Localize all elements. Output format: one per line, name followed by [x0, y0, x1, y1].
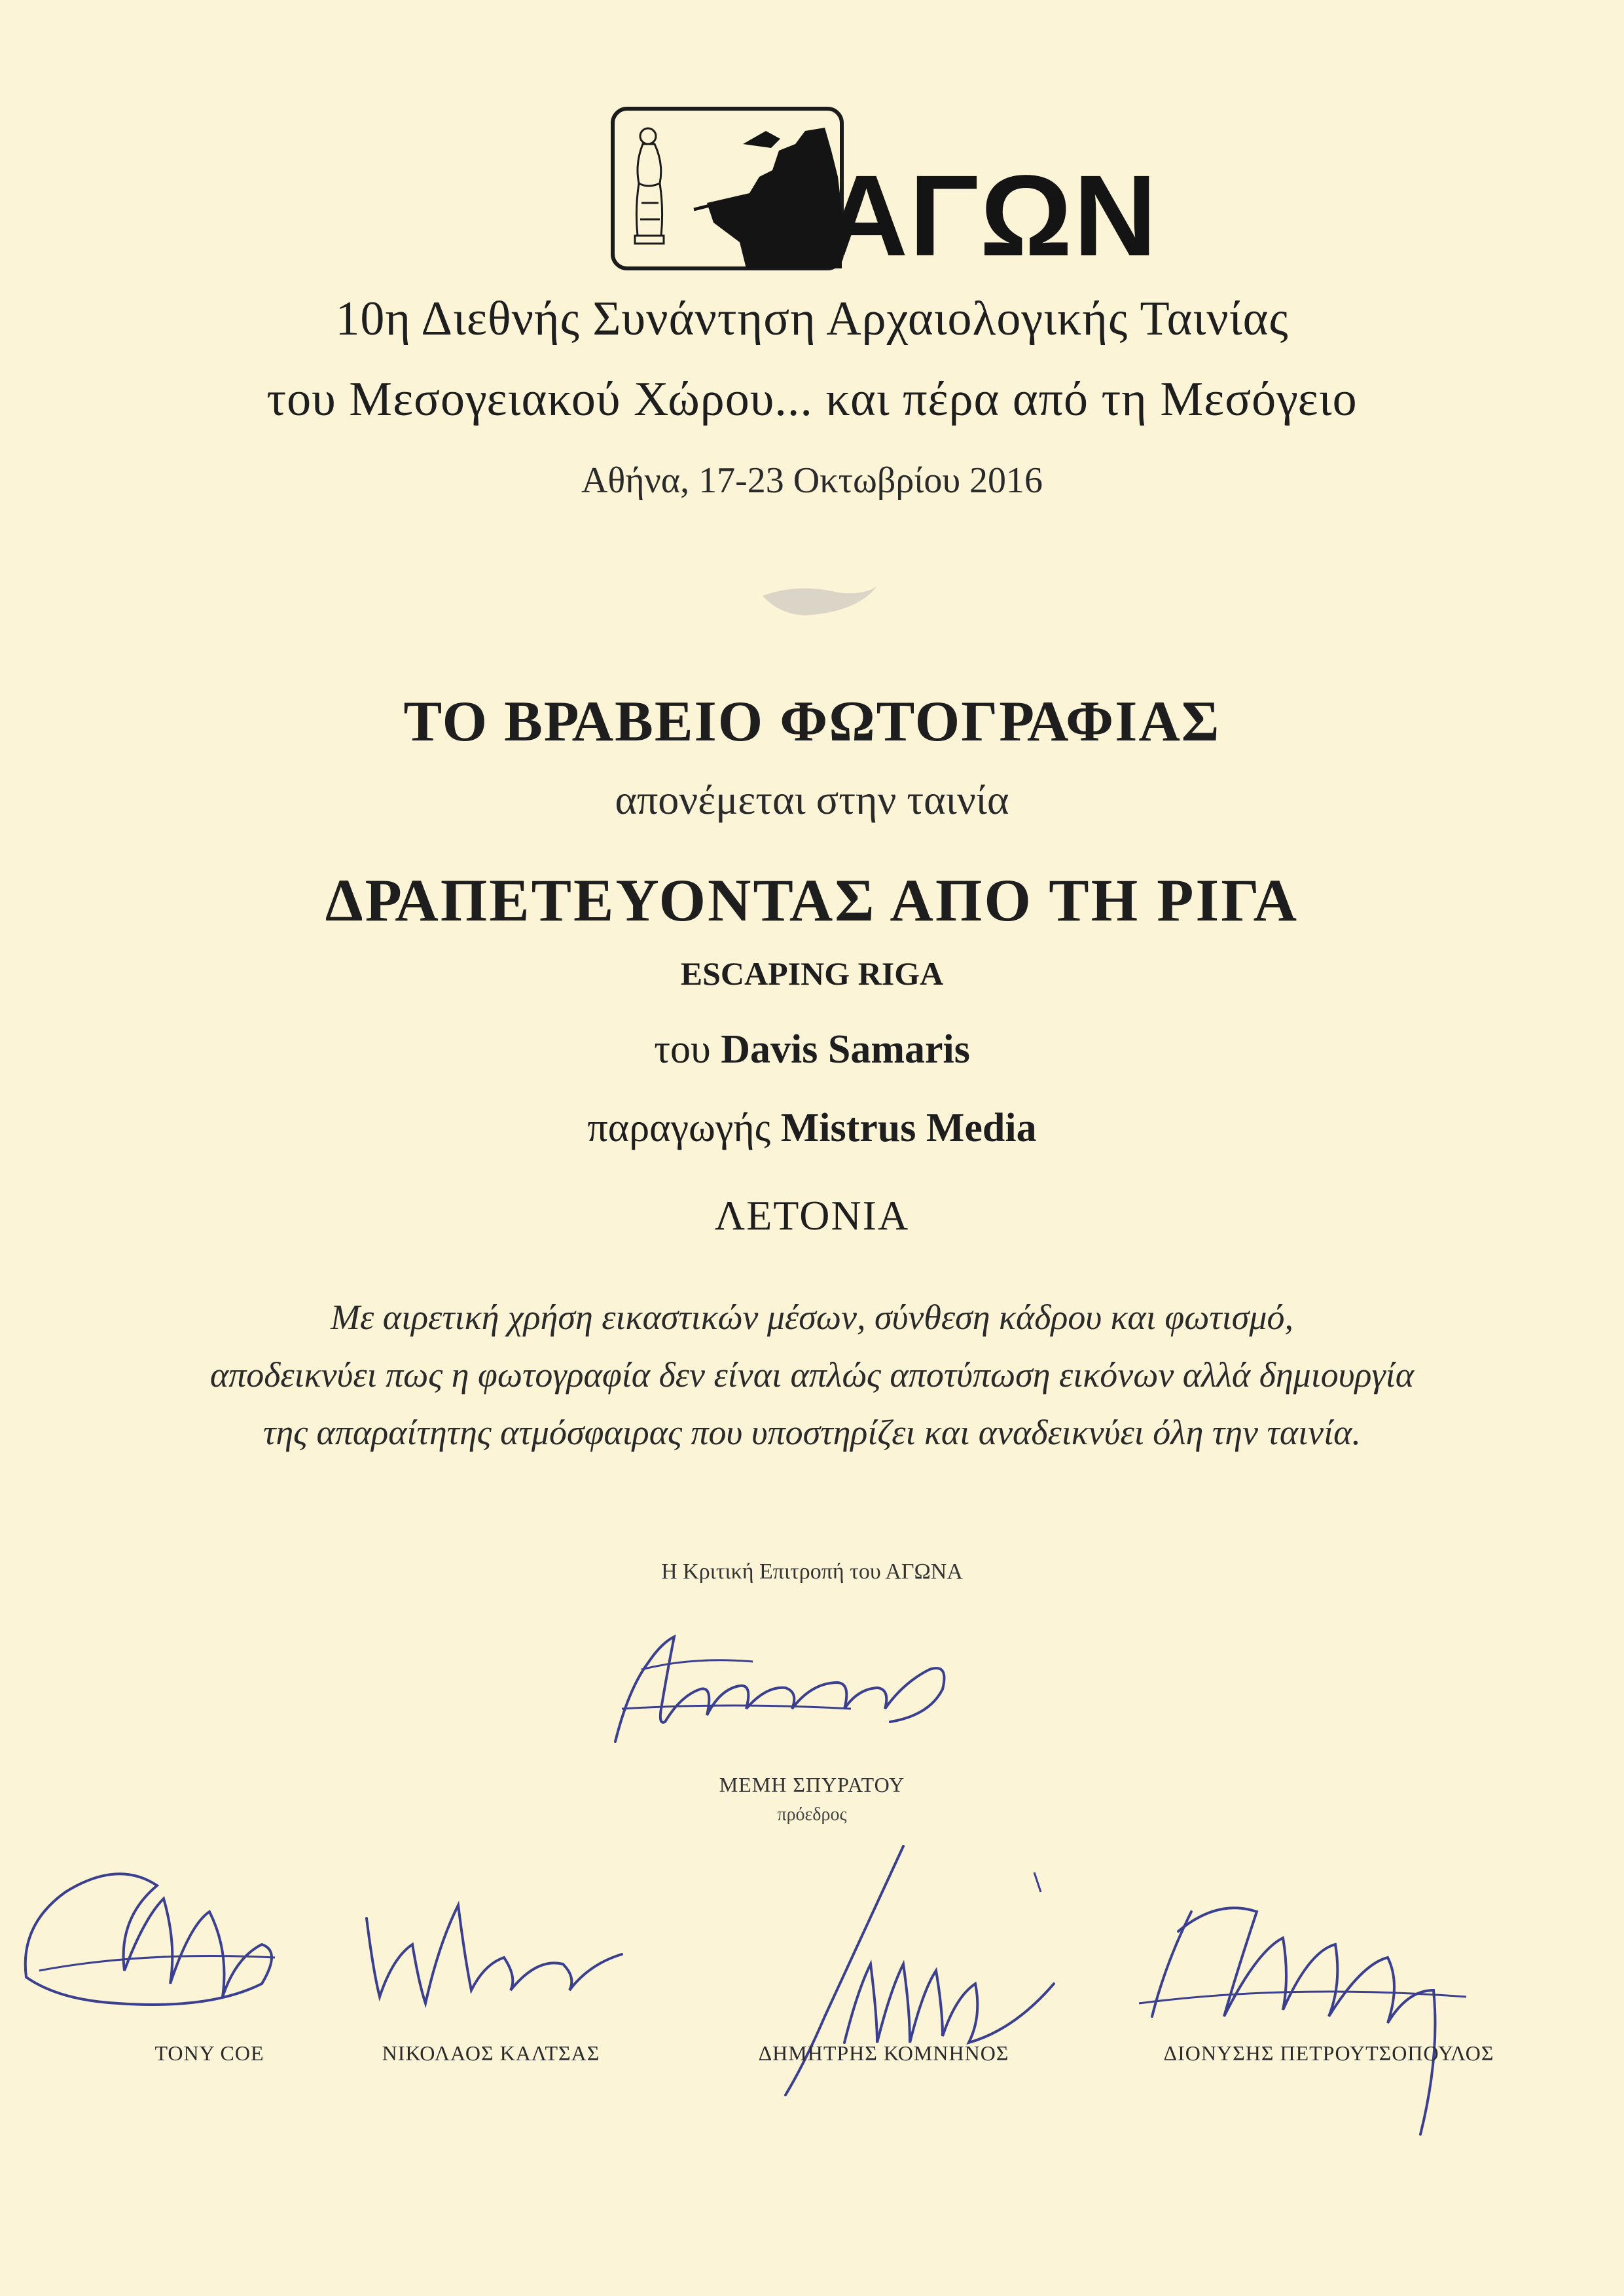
festival-title-line1: 10η Διεθνής Συνάντηση Αρχαιολογικής Ταινίας [335, 292, 1289, 346]
motivation-line-2: αποδεικνύει πως η φωτογραφία δεν είναι απλώς αποτύπωση εικόνων αλλά δημιουργία [209, 1355, 1415, 1394]
agon-logo [609, 105, 1159, 280]
member-name-3: ΔΗΜΗΤΡΗΣ ΚΟΜΝΗΝΟΣ [758, 2041, 1009, 2065]
ink-smudge-mark [759, 576, 880, 622]
producer-prefix: παραγωγής [587, 1106, 771, 1150]
jury-committee-label: Η Κριτική Επιτροπή του ΑΓΩΝΑ [661, 1559, 963, 1584]
motivation-text [0, 1288, 1624, 1461]
president-role: πρόεδρος [777, 1804, 847, 1825]
member-signature-3 [707, 1833, 1074, 2111]
award-title: ΤΟ ΒΡΑΒΕΙΟ ΦΩΤΟΓΡΑΦΙΑΣ [403, 690, 1221, 754]
film-country: ΛΕΤΟΝΙΑ [714, 1192, 910, 1239]
motivation-line-1: Με αιρετική χρήση εικαστικών μέσων, σύνθεση κάδρου και φωτισμό, [331, 1298, 1293, 1337]
member-name-1: TONY COE [154, 2041, 264, 2065]
producer-credit [0, 1105, 1624, 1152]
film-title-greek: ΔΡΑΠΕΤΕΥΟΝΤΑΣ ΑΠΟ ΤΗ ΡΙΓΑ [325, 867, 1299, 934]
festival-date: Αθήνα, 17-23 Οκτωβρίου 2016 [581, 460, 1043, 501]
motivation-line-3: της απαραίτητης ατμόσφαιρας που υποστηρίζει και αναδεικνύει όλη την ταινία. [263, 1413, 1361, 1452]
member-name-2: ΝΙΚΟΛΑΟΣ ΚΑΛΤΣΑΣ [382, 2041, 600, 2065]
member-signature-4 [1126, 1872, 1492, 2177]
director-name: Davis Samaris [721, 1027, 970, 1072]
director-prefix: του [654, 1027, 711, 1072]
film-title-english: ESCAPING RIGA [680, 955, 944, 992]
member-signature-2 [353, 1892, 635, 2026]
president-name: ΜΕΜΗ ΣΠΥΡΑΤΟΥ [719, 1773, 905, 1796]
producer-name: Mistrus Media [780, 1106, 1037, 1150]
director-credit [0, 1027, 1624, 1073]
president-signature [602, 1611, 969, 1764]
awarded-to-text: απονέμεται στην ταινία [615, 776, 1009, 823]
member-signature-1 [13, 1846, 288, 2033]
festival-title-line2: του Μεσογειακού Χώρου... και πέρα από τη Μεσόγειο [266, 373, 1358, 426]
logo-wordmark: ΑΓΩΝ [825, 152, 1159, 280]
member-name-4: ΔΙΟΝΥΣΗΣ ΠΕΤΡΟΥΤΣΟΠΟΥΛΟΣ [1163, 2041, 1494, 2065]
